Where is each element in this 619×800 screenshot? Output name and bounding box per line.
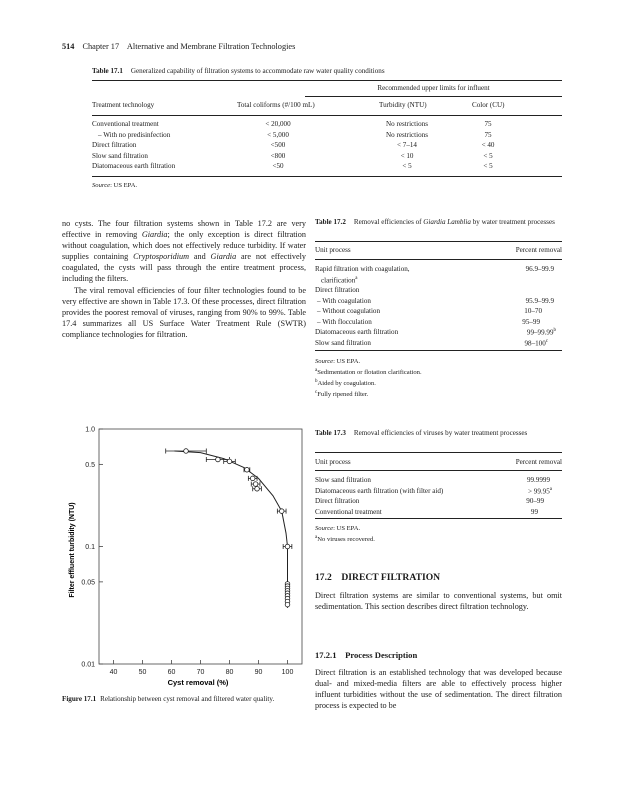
y-tick-label: 1.0 xyxy=(85,426,95,434)
footnote xyxy=(315,366,562,377)
table-cell: – Without coagulation xyxy=(317,307,381,315)
running-header xyxy=(62,42,295,51)
running-title: Chapter 17 Alternative and Membrane Filtration Technologies xyxy=(82,42,296,51)
table-cell: 90–99 xyxy=(526,497,544,505)
data-point xyxy=(184,449,189,454)
footnote-mark: a xyxy=(315,535,318,540)
table-rule xyxy=(305,96,562,97)
table-cell: < 5 xyxy=(483,151,493,160)
page-number: 514 xyxy=(62,42,75,51)
table-header-row xyxy=(92,101,562,111)
table-row xyxy=(92,141,562,151)
table-cell: No restrictions xyxy=(386,130,428,139)
footnote-text: No viruses recovered. xyxy=(317,536,375,544)
footnote-mark: c xyxy=(545,338,548,344)
table-rule xyxy=(92,80,562,81)
table-row xyxy=(315,328,562,336)
x-tick-label: 50 xyxy=(138,669,147,676)
table-cell: – With coagulation xyxy=(317,296,371,305)
y-axis-label: Filter effluent turbidity (NTU) xyxy=(69,502,76,598)
table-cell: – With flocculation xyxy=(317,317,372,326)
table-cell: <500 xyxy=(270,141,286,149)
plot-frame xyxy=(99,429,302,664)
chart-plot xyxy=(81,427,302,677)
table-source xyxy=(92,182,137,189)
table-17-2-notes xyxy=(315,357,562,400)
data-point xyxy=(216,457,221,462)
table-cell: > 99.95 xyxy=(528,486,550,495)
table-17-1-caption xyxy=(92,67,385,75)
x-tick-label: 40 xyxy=(109,669,118,676)
table-cell: Diatomaceous earth filtration xyxy=(92,162,176,170)
table-cell: Slow sand filtration xyxy=(315,338,371,347)
data-point xyxy=(227,459,232,464)
section-text: Direct filtration systems are similar to conventional systems, but omit sedimentation. This section describes direct filtration technology. xyxy=(315,591,562,612)
footnote-mark: b xyxy=(315,379,318,385)
table-caption: Generalized capability of filtration systems to accommodate raw water quality conditions xyxy=(130,67,385,75)
trend-curve xyxy=(174,451,287,608)
x-tick-label: 100 xyxy=(281,669,294,676)
data-point xyxy=(285,544,290,549)
table-17-1-body xyxy=(92,120,562,180)
text-run: Cryptosporidium xyxy=(133,252,190,262)
data-point xyxy=(285,602,290,607)
column-header: Unit process xyxy=(315,246,351,254)
data-point xyxy=(253,482,258,487)
table-row xyxy=(315,487,562,495)
table-cell: < 7–14 xyxy=(397,141,417,149)
table-17-3-body xyxy=(315,476,562,520)
table-row xyxy=(317,297,564,305)
subsection-heading: 17.2.1 Process Description xyxy=(315,650,418,660)
table-group-header: Recommended upper limits for influent xyxy=(377,84,490,92)
data-point xyxy=(255,486,260,491)
table-row xyxy=(92,152,562,162)
footnote-mark: a xyxy=(315,368,318,373)
table-cell: 95.9–99.9 xyxy=(525,296,554,305)
footnote xyxy=(315,377,562,388)
table-header-row xyxy=(315,458,562,468)
table-header-row xyxy=(315,246,562,256)
text-run: Giardia xyxy=(210,252,237,262)
y-tick-label: 0.5 xyxy=(85,461,95,469)
table-cell: 99–99.99 xyxy=(526,328,554,337)
table-cell: clarification xyxy=(321,275,356,284)
table-cell: 75 xyxy=(484,130,492,139)
table-rule xyxy=(315,241,562,242)
text-run: are not effectively coagulated, the cysts will pass through the entire treatment process, including the filters. xyxy=(62,252,307,284)
table-row xyxy=(315,476,562,484)
table-row xyxy=(92,120,562,130)
source-text: : US EPA. xyxy=(333,358,361,365)
table-cell: Rapid filtration with coagulation, xyxy=(315,265,410,273)
table-17-2-caption xyxy=(315,217,562,228)
body-text-left xyxy=(62,218,306,340)
column-header: Percent removal xyxy=(515,246,562,254)
table-cell: – With no predisinfection xyxy=(98,130,171,139)
table-cell: < 5 xyxy=(483,162,493,170)
table-cell: Direct filtration xyxy=(92,141,137,149)
table-cell: Slow sand filtration xyxy=(315,476,371,484)
table-row xyxy=(92,131,562,141)
table-row xyxy=(315,508,562,516)
table-17-3-notes xyxy=(315,524,562,544)
table-cell: Diatomaceous earth filtration (with filter aid) xyxy=(315,486,444,495)
data-point xyxy=(279,509,284,514)
x-tick-label: 80 xyxy=(225,669,234,676)
y-tick-label: 0.01 xyxy=(81,661,95,669)
text-run: no cysts. The four filtration systems shown in Table 17.2 are very effective in removing xyxy=(62,219,306,240)
paragraph: The viral removal efficiencies of four filter technologies found to be very effective are shown in Table 17.3. Of these processes, direct filtration provides the poorest removal of viruses, ranging from 90% to 99%. Table 17.4 summarizes all US Surface Water Treatment Rule (SWTR) compliance technologies for filtration. xyxy=(62,285,306,339)
footnote-mark: a xyxy=(549,486,552,492)
table-cell: <800 xyxy=(270,151,286,160)
column-header: Percent removal xyxy=(515,458,562,466)
data-point xyxy=(245,467,250,472)
text-run: and xyxy=(189,252,211,262)
table-cell: <50 xyxy=(272,162,284,170)
table-cell: 99.9999 xyxy=(526,476,550,484)
table-cell: No restrictions xyxy=(386,120,428,128)
source-label: Source xyxy=(315,525,334,532)
table-rule xyxy=(315,350,562,351)
table-row xyxy=(317,307,564,315)
footnote-mark: c xyxy=(315,390,318,396)
table-17-2-body xyxy=(315,265,562,355)
caption-text: Removal efficiencies of xyxy=(353,218,424,226)
table-cell: < 40 xyxy=(481,141,495,149)
table-rule xyxy=(315,452,562,453)
table-source xyxy=(315,357,562,366)
footnote-mark: b xyxy=(553,328,556,333)
table-cell: Direct filtration xyxy=(315,497,360,505)
table-cell: 99 xyxy=(530,507,538,516)
table-label: Table 17.1 xyxy=(92,67,123,75)
caption-text: by water treatment processes xyxy=(470,218,555,226)
table-cell: 75 xyxy=(484,120,492,128)
table-row xyxy=(321,276,568,284)
figure-label: Figure 17.1 xyxy=(62,695,97,703)
table-17-3-caption xyxy=(315,428,562,439)
column-header: Treatment technology xyxy=(92,101,155,109)
footnote-text: Aided by coagulation. xyxy=(317,380,376,388)
table-cell: < 10 xyxy=(400,151,414,160)
column-header: Turbidity (NTU) xyxy=(379,101,427,109)
column-header: Unit process xyxy=(315,458,351,466)
column-header: Color (CU) xyxy=(472,101,505,109)
paragraph xyxy=(62,218,306,285)
table-row xyxy=(315,265,562,273)
source-text: : US EPA. xyxy=(110,182,138,189)
table-row xyxy=(317,318,564,326)
footnote-text: Fully ripened filter. xyxy=(317,391,369,399)
text-run: Giardia xyxy=(141,230,168,240)
source-label: Source xyxy=(315,358,334,365)
table-label: Table 17.2 xyxy=(315,218,346,226)
caption-text: Removal efficiencies of viruses by water treatment processes xyxy=(353,429,528,437)
table-cell: 95–99 xyxy=(522,317,540,326)
table-rule xyxy=(315,518,562,519)
table-row xyxy=(92,162,562,172)
data-point xyxy=(250,476,255,481)
footnote-mark: a xyxy=(355,275,358,281)
table-cell: 96.9–99.9 xyxy=(525,265,554,273)
table-cell: Diatomaceous earth filtration xyxy=(315,328,399,336)
x-tick-label: 60 xyxy=(167,669,176,676)
table-cell: Slow sand filtration xyxy=(92,151,148,160)
table-rule xyxy=(315,470,562,471)
table-label: Table 17.3 xyxy=(315,429,346,437)
footnote-text: Sedimentation or flotation clarification. xyxy=(317,369,422,377)
x-axis-label: Cyst removal (%) xyxy=(167,678,229,687)
table-cell: Direct filtration xyxy=(315,286,360,294)
source-label: Source xyxy=(92,182,111,189)
table-cell: 98–100 xyxy=(524,338,546,347)
table-cell: < 5,000 xyxy=(267,130,289,139)
caption-text: Giardia Lamblia xyxy=(423,218,471,226)
table-rule xyxy=(92,115,562,116)
figure-caption-text: Relationship between cyst removal and filtered water quality. xyxy=(100,695,275,703)
y-tick-label: 0.1 xyxy=(85,544,95,551)
x-tick-label: 90 xyxy=(254,669,263,676)
section-heading: 17.2 DIRECT FILTRATION xyxy=(315,572,441,583)
table-cell: 10–70 xyxy=(524,307,542,315)
y-tick-label: 0.05 xyxy=(81,579,95,587)
table-row xyxy=(315,497,562,505)
column-header: Total coliforms (#/100 mL) xyxy=(237,101,315,109)
table-row xyxy=(315,286,562,294)
table-cell: < 5 xyxy=(402,162,412,170)
table-cell: < 20,000 xyxy=(265,120,291,128)
table-cell: Conventional treatment xyxy=(92,120,159,128)
figure-caption xyxy=(62,694,308,704)
footnote xyxy=(315,388,562,399)
source-text: : US EPA. xyxy=(333,525,361,532)
figure-17-1-chart xyxy=(62,424,312,696)
table-cell: Conventional treatment xyxy=(315,507,382,516)
table-source xyxy=(315,524,562,533)
table-rule xyxy=(315,259,562,260)
text-run: ; the only exception is direct filtration without coagulation, which does not effectively reduce turbidity. If water supplies containing xyxy=(62,230,306,262)
subsection-text: Direct filtration is an established technology that was developed because dual- and mixed-media filters are able to effectively process higher influent turbidities without the use of sedimentation. The direct filtration process is expected to be xyxy=(315,668,562,711)
table-row xyxy=(315,339,562,347)
table-rule xyxy=(92,176,562,177)
x-tick-label: 70 xyxy=(196,669,205,676)
footnote xyxy=(315,533,562,544)
